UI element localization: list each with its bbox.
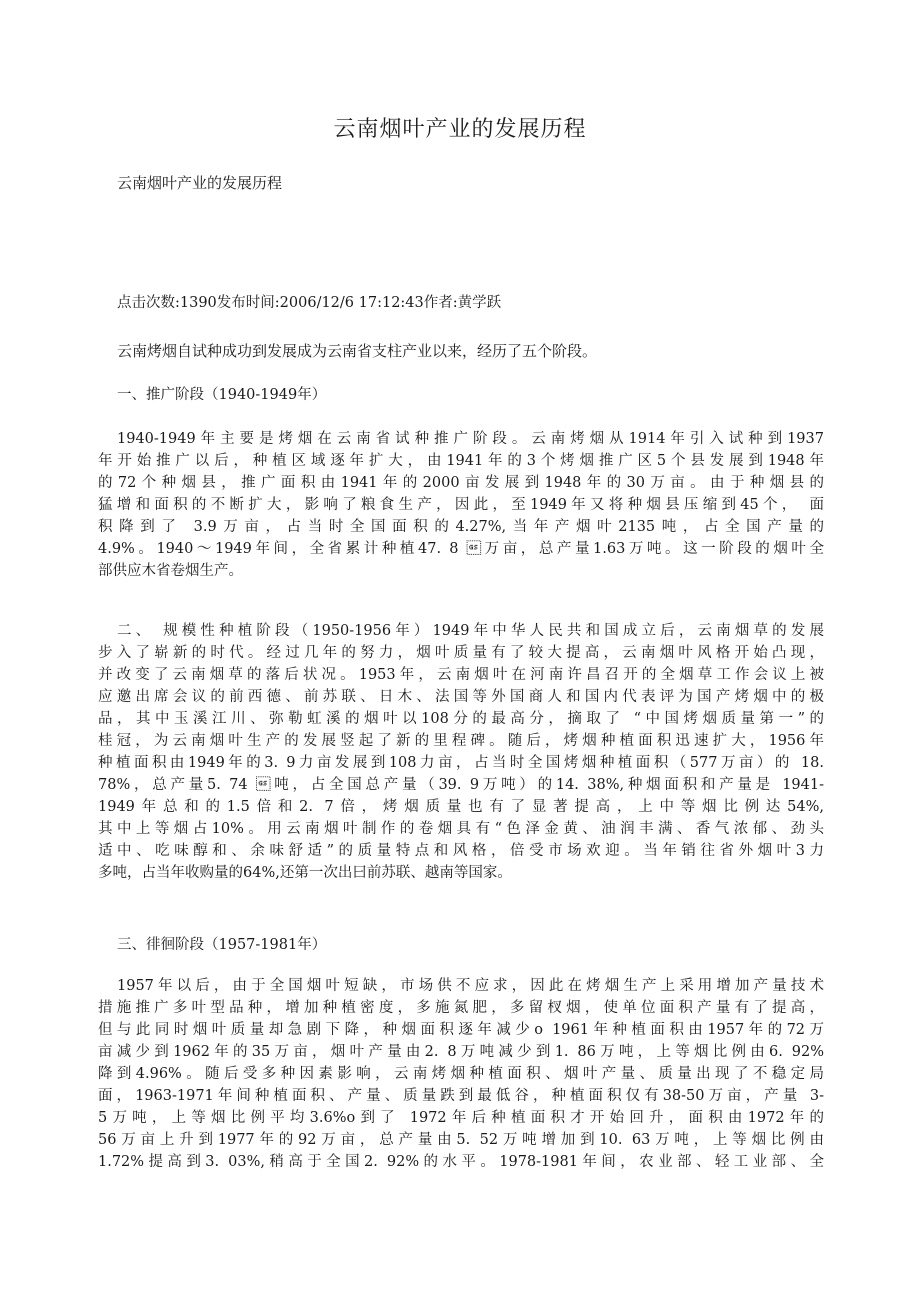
paragraph-line: 部供应木省卷烟生产。 bbox=[98, 563, 243, 579]
paragraph-line: 但与此同时烟叶质量却急剧下降，种烟面积逐年减少o 1961年种植面积由1957年的72万 bbox=[98, 1022, 824, 1038]
section-1-paragraph bbox=[98, 428, 824, 582]
paragraph-line: 应邀出席会议的前西德、前苏联、日木、法国等外国商人和国内代表评为国产烤烟中的极 bbox=[98, 689, 824, 705]
intro-paragraph: 云南烤烟自试种成功到发展成为云南省支柱产业以来，经历了五个阶段。 bbox=[117, 342, 598, 360]
paragraph-line: 措施推广多叶型品种，增加种植密度，多施氮肥，多留杈烟，使单位面积产量有了提高， bbox=[98, 1000, 824, 1016]
paragraph-line: 适中、吃味醇和、余味舒适”的质量特点和风格，倍受市场欢迎。当年销往省外烟叶3力 bbox=[98, 843, 824, 859]
paragraph-line: 56万亩上升到1977年的92万亩，总产量由5. 52万吨增加到10. 63万吨，上等烟比例由 bbox=[98, 1132, 824, 1148]
paragraph-line: 种植面积由1949年的3. 9力亩发展到108力亩，占当时全国烤烟种植面积（577万亩）的 18. bbox=[98, 755, 824, 771]
document-subtitle: 云南烟叶产业的发展历程 bbox=[117, 174, 283, 192]
paragraph-line: 多吨，占当年收购量的64%,还第一次出曰前苏联、越南等国家。 bbox=[98, 865, 512, 881]
paragraph-line: 4.9%。1940〜1949年间，全省累计种植47. 8 万亩，总产量1.63万吨。这一阶段的烟叶全 bbox=[98, 541, 824, 557]
paragraph-line: 78%，总产量5. 74 吨，占全国总产量（39. 9万吨）的14. 38%,种烟面积和产量是 1941- bbox=[98, 777, 824, 793]
paragraph-line: 5万吨，上等烟比例平均3.6%o到了 1972年后种植面积才开始回升，面积由1972年的 bbox=[98, 1110, 824, 1126]
paragraph-line: 桂冠，为云南烟叶生产的发展竖起了新的里程碑。随后，烤烟种植面积迅速扩大，1956年 bbox=[98, 733, 824, 749]
paragraph-line: 年开始推广以后，种植区域逐年扩大，由1941年的3个烤烟推广区5个县发展到1948年 bbox=[98, 453, 824, 469]
paragraph-line: 积降到了 3.9万亩，占当时全国面积的4.27%,当年产烟叶2135吨，占全国产量的 bbox=[98, 519, 824, 535]
paragraph-line: 步入了崭新的时代。经过几年的努力，烟叶质量有了较大提高，云南烟叶风格开始凸现， bbox=[98, 645, 824, 661]
paragraph-line: 其中上等烟占10%。用云南烟叶制作的卷烟具有“色泽金黄、油润丰满、香气浓郁、劲头 bbox=[98, 821, 824, 837]
paragraph-line: 猛增和面积的不断扩大，影响了粮食生产，因此，至1949年又将种烟县压缩到45个， 面 bbox=[98, 497, 824, 513]
section-heading-1: 一、推广阶段（1940-1949年） bbox=[117, 387, 327, 403]
paragraph-line: 1949年总和的1.5倍和2. 7倍，烤烟质量也有了显著提高，上中等烟比例达54%, bbox=[98, 799, 824, 815]
paragraph-line: 1.72%提高到3. 03%,稍高于全国2. 92%的水平。1978-1981年间，农业部、轻工业部、全 bbox=[98, 1154, 824, 1170]
paragraph-line: 1957年以后，由于全国烟叶短缺，市场供不应求，因此在烤烟生产上采用增加产量技术 bbox=[117, 978, 824, 994]
paragraph-line: 二、 规模性种植阶段（1950-1956年）1949年中华人民共和国成立后，云南烟草的发展 bbox=[117, 623, 824, 639]
article-meta: 点击次数:1390发布时间:2006/12/6 17:12:43作者:黄学跃 bbox=[117, 295, 502, 311]
document-title: 云南烟叶产业的发展历程 bbox=[333, 117, 587, 142]
section-2-paragraph bbox=[98, 620, 824, 884]
section-heading-3: 三、徘徊阶段（1957-1981年） bbox=[117, 937, 327, 953]
section-3-paragraph bbox=[98, 975, 824, 1173]
paragraph-line: 面，1963-1971年间种植面积、产量、质量跌到最低谷，种植面积仅有38-50万亩，产量 3- bbox=[98, 1088, 824, 1104]
paragraph-line: 1940-1949年主要是烤烟在云南省试种推广阶段。云南烤烟从1914年引入试种到1937 bbox=[117, 431, 824, 447]
paragraph-line: 并改变了云南烟草的落后状况。1953年，云南烟叶在河南许昌召开的全烟草工作会议上被 bbox=[98, 667, 824, 683]
paragraph-line: 的72个种烟县，推广面积由1941年的2000亩发展到1948年的30万亩。由于种烟县的 bbox=[98, 475, 824, 491]
paragraph-line: 降到4.96%。随后受多种因素影响，云南烤烟种植面积、烟叶产量、质量出现了不稳定局 bbox=[98, 1066, 824, 1082]
paragraph-line: 品，其中玉溪江川、弥勒虹溪的烟叶以108分的最高分，摘取了 “中国烤烟质量第一”的 bbox=[98, 711, 824, 727]
paragraph-line: 亩减少到1962年的35万亩，烟叶产量由2. 8万吨减少到1. 86万吨，上等烟比例由6. 92% bbox=[98, 1044, 824, 1060]
